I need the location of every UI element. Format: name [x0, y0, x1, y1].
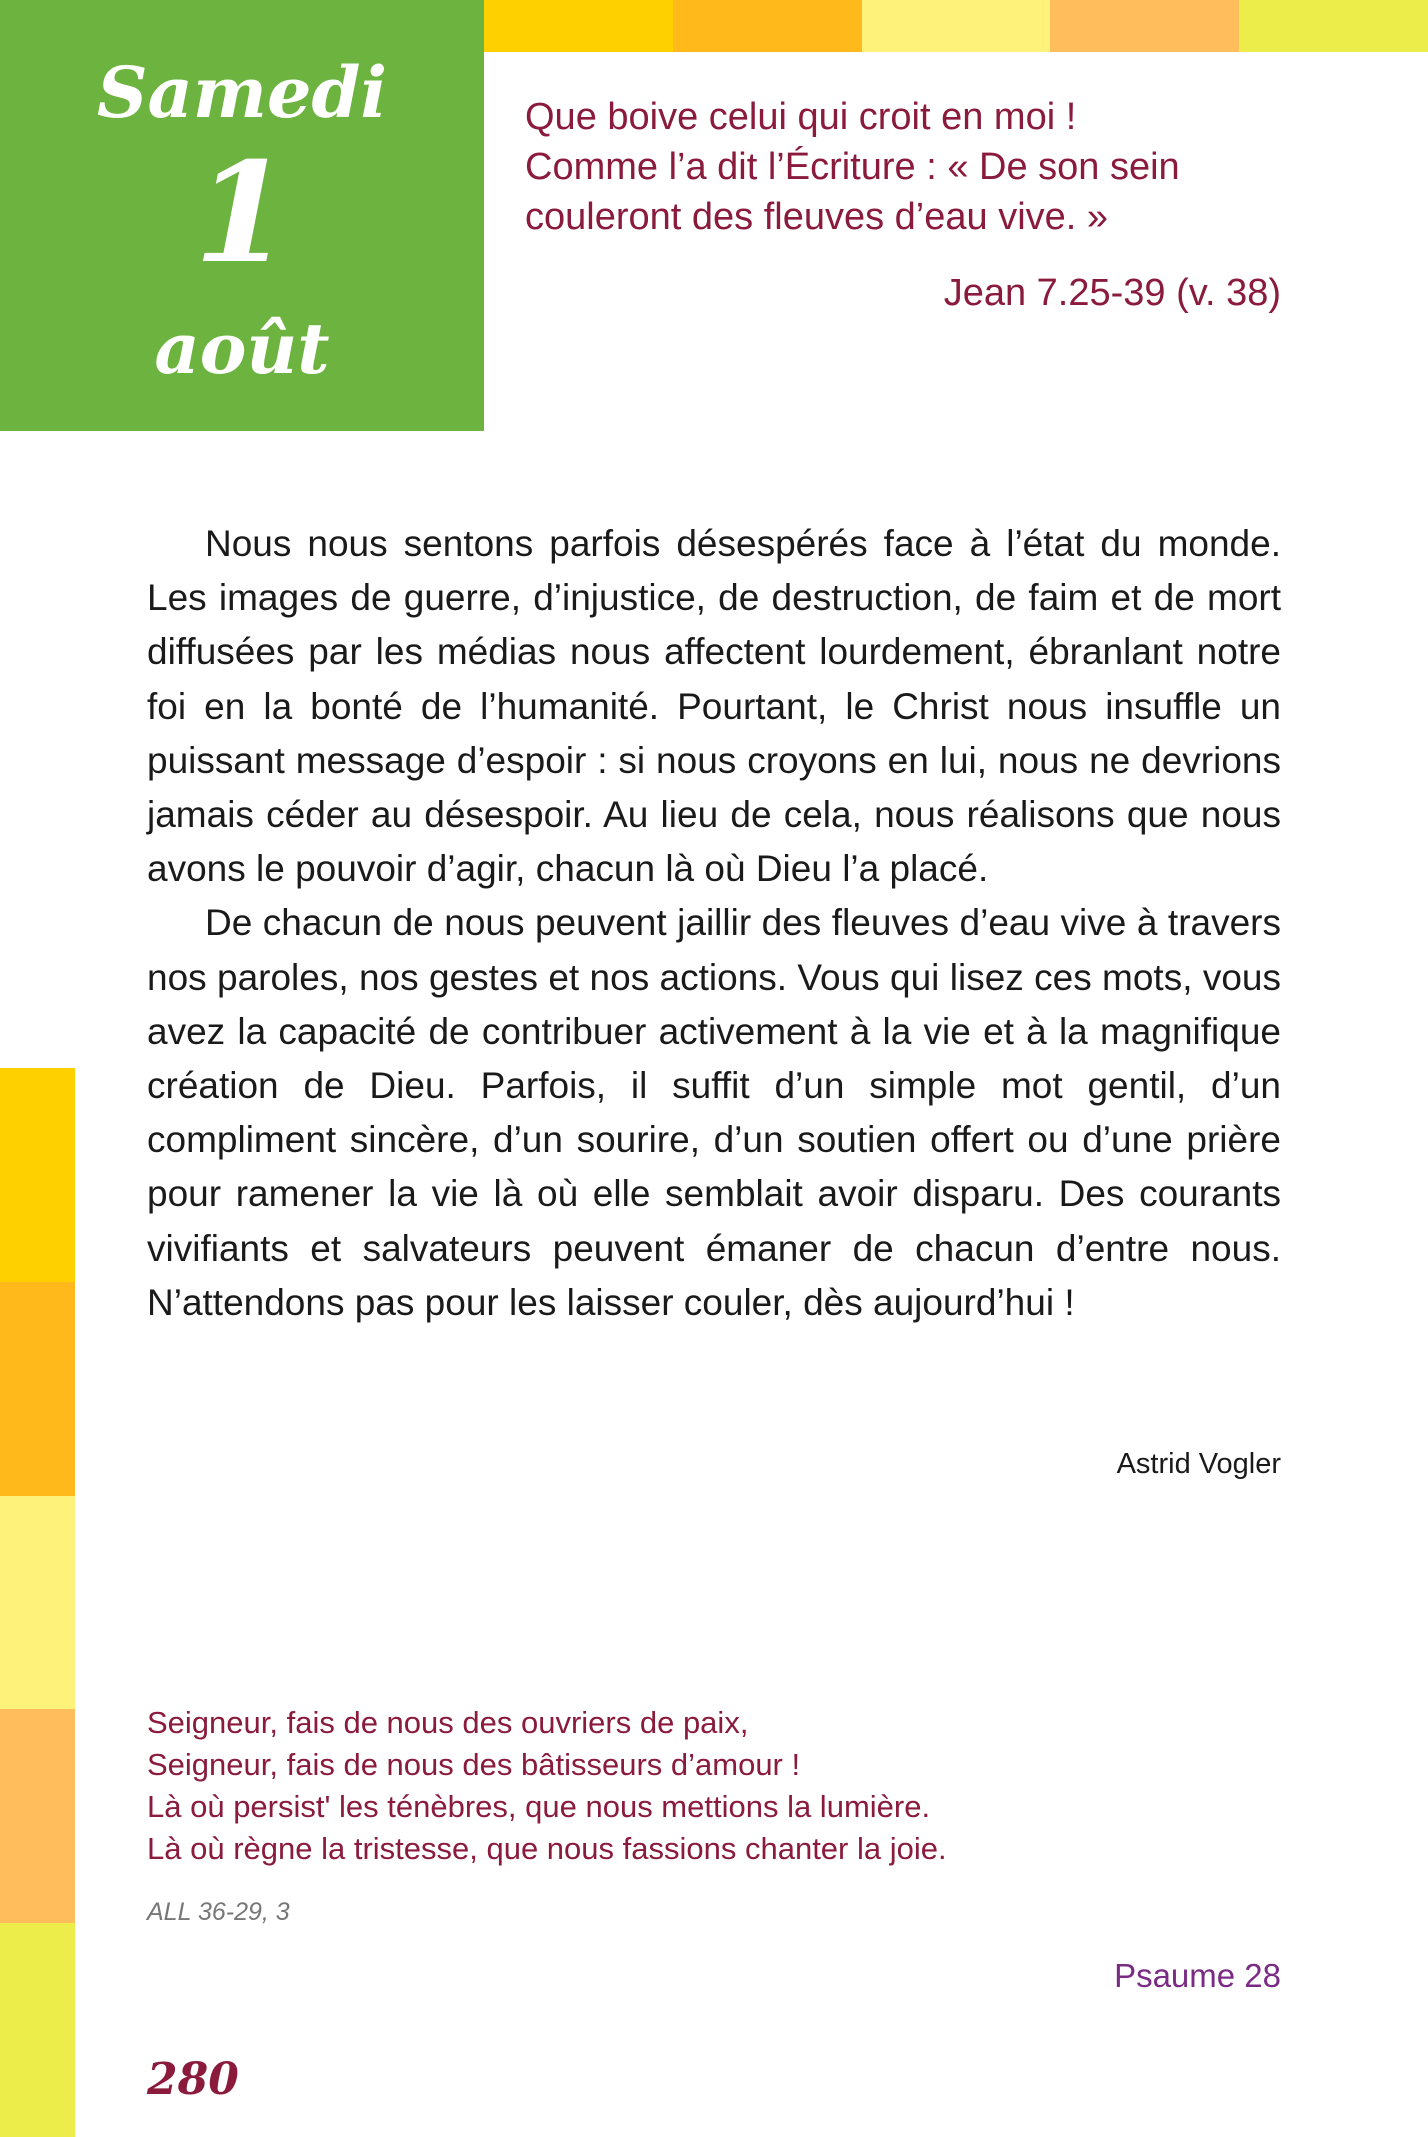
color-band	[1239, 0, 1428, 52]
color-band	[673, 0, 862, 52]
song-line: Là où règne la tristesse, que nous fassions chanter la joie.	[147, 1831, 947, 1866]
day-number: 1	[193, 131, 291, 294]
verse-reference: Jean 7.25-39 (v. 38)	[943, 272, 1281, 314]
song-line: Seigneur, fais de nous des bâtisseurs d’amour !	[147, 1747, 801, 1782]
verse-line: Que boive celui qui croit en moi !	[525, 96, 1077, 138]
song-line: Là où persist' les ténèbres, que nous mettions la lumière.	[147, 1789, 931, 1824]
song-lyrics	[147, 1702, 947, 1870]
verse-line: Comme l’a dit l’Écriture : « De son sein	[525, 146, 1180, 188]
page-number: 280	[147, 2054, 239, 2105]
month-name: août	[154, 307, 330, 390]
side-color-bands	[0, 1068, 75, 2137]
meditation-text	[147, 517, 1281, 1330]
paragraph: De chacun de nous peuvent jaillir des fleuves d’eau vive à travers nos paroles, nos gestes et nos actions. Vous qui lisez ces mots, vous avez la capacité de contribuer activement à la vie et à la magnifique création de Dieu. Parfois, il suffit d’un simple mot gentil, d’un compliment sincère, d’un sourire, d’un soutien offert ou d’une prière pour ramener la vie là où elle semblait avoir disparu. Des courants vivifiants et salvateurs peuvent émaner de chacun d’entre nous. N’attendons pas pour les laisser couler, dès aujourd’hui !	[147, 902, 1281, 1323]
song-reference: ALL 36-29, 3	[147, 1898, 290, 1926]
verse-line: couleront des fleuves d’eau vive. »	[525, 196, 1109, 238]
song-line: Seigneur, fais de nous des ouvriers de paix,	[147, 1705, 749, 1740]
paragraph: Nous nous sentons parfois désespérés face à l’état du monde. Les images de guerre, d’injustice, de destruction, de faim et de mort diffusées par les médias nous affectent lourdement, ébranlant notre foi en la bonté de l’humanité. Pourtant, le Christ nous insuffle un puissant message d’espoir : si nous croyons en lui, nous ne devrions jamais céder au désespoir. Au lieu de cela, nous réalisons que nous avons le pouvoir d’agir, chacun là où Dieu l’a placé.	[147, 523, 1281, 890]
day-name: Samedi	[96, 51, 388, 134]
color-band	[0, 1709, 75, 1923]
psalm-reference: Psaume 28	[1114, 1957, 1281, 1994]
verse-quote	[525, 92, 1285, 242]
date-block	[0, 0, 484, 431]
color-band	[0, 1923, 75, 2137]
author-name: Astrid Vogler	[1116, 1448, 1281, 1480]
color-band	[484, 0, 673, 52]
color-band	[1050, 0, 1239, 52]
top-color-bands	[484, 0, 1428, 52]
color-band	[0, 1068, 75, 1282]
color-band	[862, 0, 1051, 52]
color-band	[0, 1496, 75, 1710]
color-band	[0, 1282, 75, 1496]
